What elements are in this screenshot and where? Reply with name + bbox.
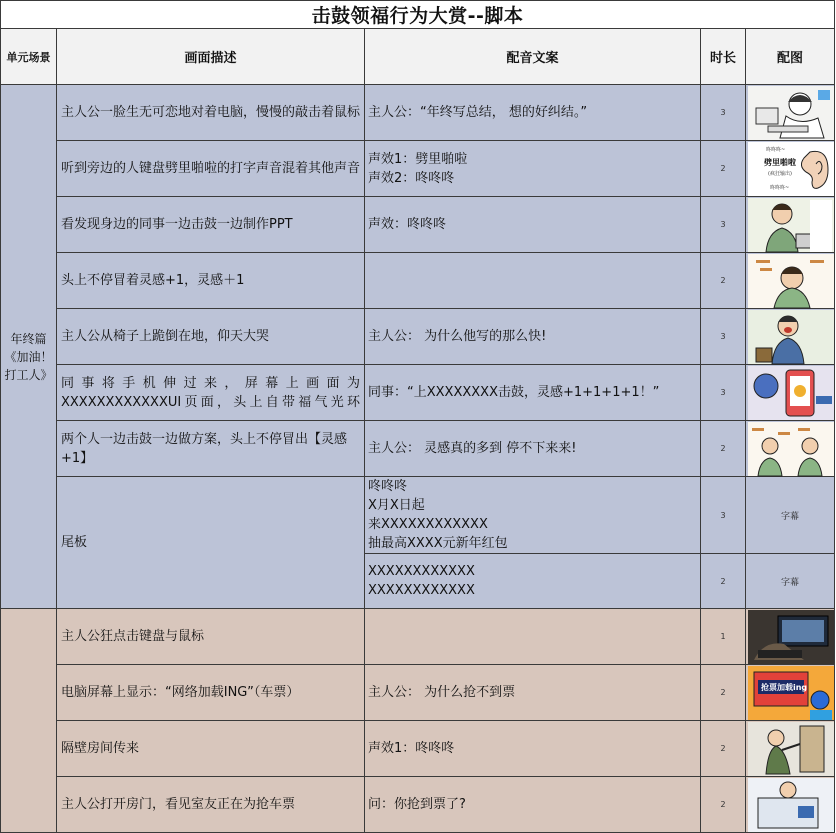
voice-line: 来XXXXXXXXXXXX bbox=[368, 517, 488, 532]
image-cell[interactable] bbox=[746, 721, 835, 777]
duration-cell[interactable]: 3 bbox=[701, 197, 746, 253]
voice-line: 主人公： 灵感真的多到 停不下来来! bbox=[368, 441, 577, 456]
subtitle-cell[interactable]: 字幕 bbox=[746, 477, 835, 554]
voice-cell[interactable] bbox=[365, 609, 701, 665]
scene-label: 年终篇《加油！打工人》 bbox=[4, 331, 53, 382]
voice-line: 主人公： 为什么他写的那么快! bbox=[368, 329, 547, 344]
desc-cell[interactable]: 看发现身边的同事一边击鼓一边制作PPT bbox=[57, 197, 365, 253]
voice-line: 咚咚咚 bbox=[368, 479, 408, 494]
desc-cell[interactable]: 同事将手机伸过来，屏幕上画面为XXXXXXXXXXXXUI页面，头上自带福气光环 bbox=[57, 365, 365, 421]
voice-line: 问：你抢到票了? bbox=[368, 797, 466, 812]
duration-cell[interactable]: 2 bbox=[701, 777, 746, 833]
pic-text: 咚咚咚~ bbox=[770, 185, 790, 191]
duration-cell[interactable]: 2 bbox=[701, 421, 746, 477]
voice-line: 声效1：劈里啪啦 bbox=[368, 151, 468, 167]
header-duration[interactable]: 时长 bbox=[701, 29, 746, 85]
subtitle-cell[interactable]: 字幕 bbox=[746, 554, 835, 609]
coworker-drumming-illustration bbox=[748, 198, 834, 252]
duration-cell[interactable]: 2 bbox=[701, 141, 746, 197]
duration-cell[interactable]: 3 bbox=[701, 85, 746, 141]
desc-cell[interactable]: 电脑屏幕上显示：“网络加载ING”（车票） bbox=[57, 665, 365, 721]
voice-cell[interactable] bbox=[365, 721, 701, 777]
voice-line: 抽最高XXXX元新年红包 bbox=[368, 536, 508, 551]
tired-worker-illustration bbox=[748, 86, 834, 140]
scene-cell[interactable] bbox=[1, 85, 57, 609]
ticket-loading-illustration bbox=[748, 666, 834, 720]
duration-cell[interactable]: 3 bbox=[701, 365, 746, 421]
desc-cell[interactable]: 隔壁房间传来 bbox=[57, 721, 365, 777]
duration-cell[interactable]: 2 bbox=[701, 554, 746, 609]
header-image[interactable]: 配图 bbox=[746, 29, 835, 85]
image-cell[interactable] bbox=[746, 421, 835, 477]
image-cell[interactable] bbox=[746, 309, 835, 365]
voice-cell[interactable] bbox=[365, 777, 701, 833]
voice-cell[interactable] bbox=[365, 141, 701, 197]
voice-line: XXXXXXXXXXXX bbox=[368, 564, 475, 579]
image-cell[interactable] bbox=[746, 253, 835, 309]
phone-screen-illustration bbox=[748, 366, 834, 420]
voice-line: 同事：“上XXXXXXXX击鼓，灵感+1+1+1+1！” bbox=[368, 385, 660, 400]
duration-cell[interactable]: 3 bbox=[701, 477, 746, 554]
voice-line: 主人公：“年终写总结， 想的好纠结。” bbox=[368, 105, 588, 120]
duration-cell[interactable]: 2 bbox=[701, 665, 746, 721]
two-coworkers-illustration bbox=[748, 422, 834, 476]
duration-cell[interactable]: 2 bbox=[701, 253, 746, 309]
header-scene[interactable]: 单元场景 bbox=[1, 29, 57, 85]
header-description[interactable]: 画面描述 bbox=[57, 29, 365, 85]
image-cell[interactable] bbox=[746, 141, 835, 197]
header-voiceover[interactable]: 配音文案 bbox=[365, 29, 701, 85]
voice-cell[interactable] bbox=[365, 309, 701, 365]
voice-cell[interactable] bbox=[365, 665, 701, 721]
image-cell[interactable] bbox=[746, 609, 835, 665]
scene-cell[interactable] bbox=[1, 609, 57, 833]
ear-sound-illustration bbox=[748, 142, 834, 196]
image-cell[interactable] bbox=[746, 365, 835, 421]
image-cell[interactable] bbox=[746, 197, 835, 253]
image-cell[interactable] bbox=[746, 777, 835, 833]
table-title: 击鼓领福行为大赏--脚本 bbox=[1, 1, 835, 29]
desc-cell[interactable]: 头上不停冒着灵感+1，灵感＋1 bbox=[57, 253, 365, 309]
crying-worker-illustration bbox=[748, 310, 834, 364]
pic-text: 咚咚咚~ bbox=[766, 147, 786, 153]
duration-cell[interactable]: 3 bbox=[701, 309, 746, 365]
voice-line: 主人公： 为什么抢不到票 bbox=[368, 685, 516, 700]
voice-cell[interactable] bbox=[365, 197, 701, 253]
desc-cell[interactable]: 听到旁边的人键盘劈里啪啦的打字声音混着其他声音 bbox=[57, 141, 365, 197]
duration-cell[interactable]: 1 bbox=[701, 609, 746, 665]
voice-cell[interactable] bbox=[365, 253, 701, 309]
desc-cell[interactable]: 主人公一脸生无可恋地对着电脑，慢慢的敲击着鼠标 bbox=[57, 85, 365, 141]
inspiration-plus-one-illustration bbox=[748, 254, 834, 308]
desc-cell[interactable]: 主人公从椅子上跪倒在地，仰天大哭 bbox=[57, 309, 365, 365]
next-room-illustration bbox=[748, 722, 834, 776]
voice-cell[interactable] bbox=[365, 85, 701, 141]
voice-cell[interactable] bbox=[365, 554, 701, 609]
desc-cell[interactable]: 尾板 bbox=[57, 477, 365, 609]
voice-line: XXXXXXXXXXXX bbox=[368, 583, 475, 598]
dark-keyboard-illustration bbox=[748, 610, 834, 664]
voice-line: 声效1：咚咚咚 bbox=[368, 741, 455, 756]
voice-cell[interactable] bbox=[365, 421, 701, 477]
pic-text: 抢票加载ing bbox=[761, 683, 808, 692]
duration-cell[interactable]: 2 bbox=[701, 721, 746, 777]
image-cell[interactable] bbox=[746, 85, 835, 141]
voice-line: 声效：咚咚咚 bbox=[368, 217, 447, 232]
roommate-illustration bbox=[748, 778, 834, 832]
image-cell[interactable] bbox=[746, 665, 835, 721]
voice-line: X月X日起 bbox=[368, 498, 425, 513]
pic-text: (疯狂输出) bbox=[768, 171, 792, 177]
desc-cell[interactable]: 主人公狂点击键盘与鼠标 bbox=[57, 609, 365, 665]
desc-cell[interactable]: 主人公打开房门，看见室友正在为抢车票 bbox=[57, 777, 365, 833]
pic-text: 劈里啪啦 bbox=[764, 158, 796, 167]
desc-cell[interactable]: 两个人一边击鼓一边做方案，头上不停冒出【灵感+1】 bbox=[57, 421, 365, 477]
voice-line: 声效2：咚咚咚 bbox=[368, 170, 455, 186]
voice-cell[interactable] bbox=[365, 365, 701, 421]
voice-cell[interactable] bbox=[365, 477, 701, 554]
